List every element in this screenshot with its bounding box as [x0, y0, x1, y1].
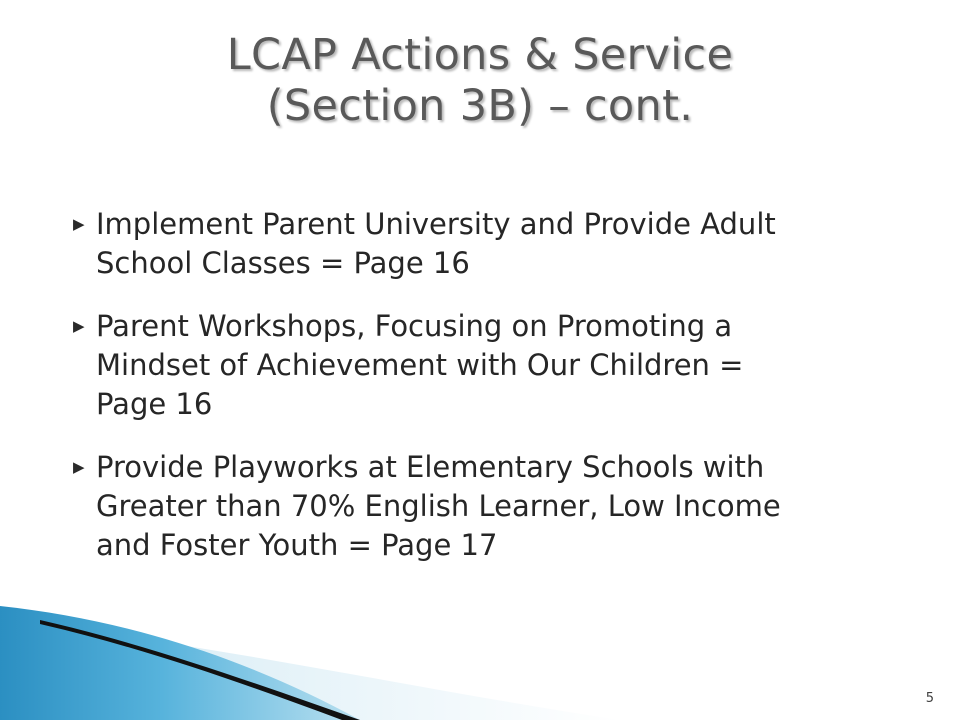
- bullet-arrow-icon: ▶: [73, 215, 85, 233]
- page-number: 5: [925, 691, 934, 706]
- slide-title: [0, 30, 960, 132]
- bullet-arrow-icon: ▶: [73, 317, 85, 335]
- bullet-item: [70, 205, 890, 283]
- bullet-item: [70, 448, 890, 565]
- slide-title-line-1: LCAP Actions & Service: [226, 30, 734, 80]
- bullet-list: [70, 205, 890, 589]
- bullet-item: [70, 307, 890, 424]
- bullet-text: Parent Workshops, Focusing on Promoting a Mindset of Achievement with Our Children = Page 16: [96, 309, 744, 421]
- bullet-text: Implement Parent University and Provide Adult School Classes = Page 16: [96, 207, 776, 280]
- bullet-text: Provide Playworks at Elementary Schools with Greater than 70% English Learner, Low Income and Foster Youth = Page 17: [96, 450, 781, 562]
- decorative-swoosh: [0, 600, 960, 720]
- bullet-arrow-icon: ▶: [73, 458, 85, 476]
- slide-title-line-2: (Section 3B) – cont.: [266, 81, 694, 131]
